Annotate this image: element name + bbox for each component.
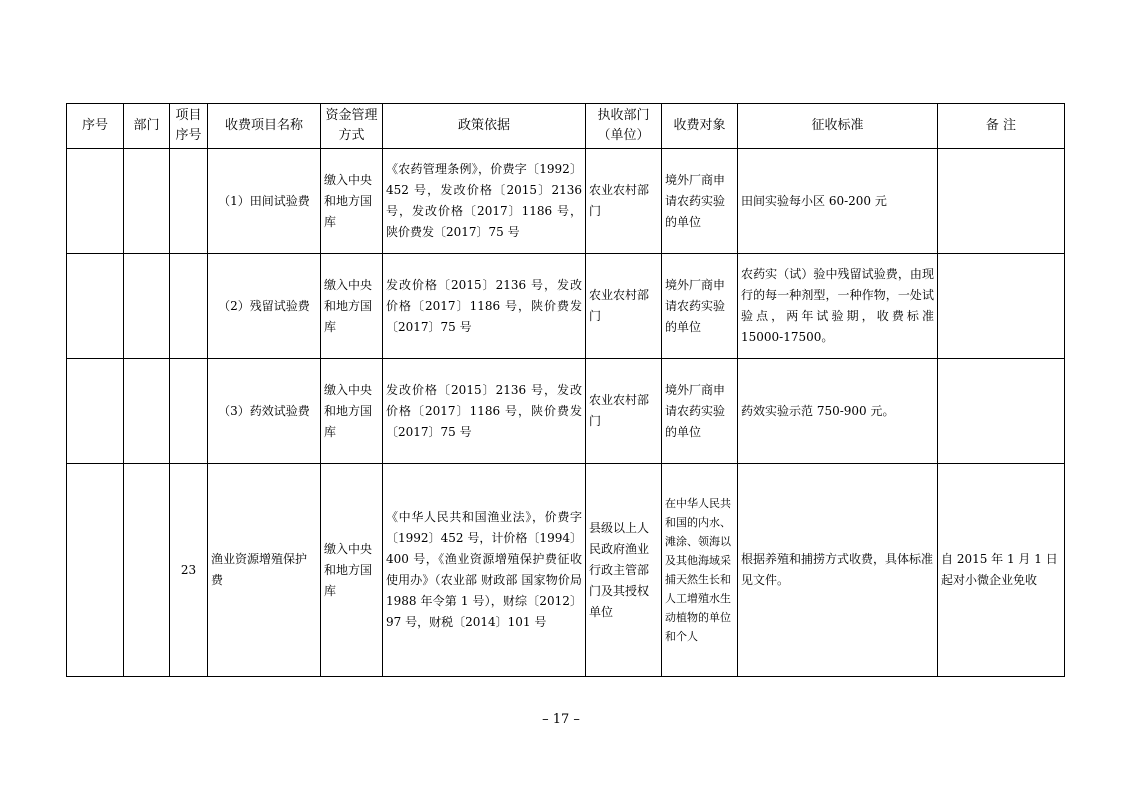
cell-executor: 农业农村部门 (586, 149, 662, 254)
cell-item-no (170, 254, 208, 359)
cell-dept (124, 254, 170, 359)
cell-policy: 发改价格〔2015〕2136 号，发改价格〔2017〕1186 号，陕价费发〔2017〕75 号 (383, 254, 586, 359)
cell-name: 渔业资源增殖保护费 (208, 464, 321, 677)
cell-remarks (938, 149, 1065, 254)
cell-policy: 《农药管理条例》，价费字〔1992〕452 号，发改价格〔2015〕2136 号，发改价格〔2017〕1186 号，陕价费发〔2017〕75 号 (383, 149, 586, 254)
header-executor: 执收部门（单位） (586, 104, 662, 149)
header-standard: 征收标准 (738, 104, 938, 149)
page-number: – 17 – (542, 712, 580, 727)
cell-seq (67, 464, 124, 677)
cell-item-no (170, 149, 208, 254)
cell-seq (67, 149, 124, 254)
header-row (67, 104, 1065, 149)
header-target: 收费对象 (662, 104, 738, 149)
cell-policy: 发改价格〔2015〕2136 号，发改价格〔2017〕1186 号，陕价费发〔2017〕75 号 (383, 359, 586, 464)
cell-name: （2）残留试验费 (208, 254, 321, 359)
cell-name: （3）药效试验费 (208, 359, 321, 464)
cell-fund: 缴入中央和地方国库 (321, 359, 383, 464)
cell-dept (124, 464, 170, 677)
cell-remarks (938, 359, 1065, 464)
cell-name: （1）田间试验费 (208, 149, 321, 254)
cell-seq (67, 359, 124, 464)
cell-executor: 农业农村部门 (586, 254, 662, 359)
cell-dept (124, 359, 170, 464)
cell-standard: 根据养殖和捕捞方式收费，具体标准见文件。 (738, 464, 938, 677)
cell-policy: 《中华人民共和国渔业法》，价费字〔1992〕452 号，计价格〔1994〕400 号，《渔业资源增殖保护费征收使用办》（农业部 财政部 国家物价局 1988 年令第 1 号），财综〔2012〕97 号，财税〔2014〕101 号 (383, 464, 586, 677)
table-row (67, 149, 1065, 254)
header-item-no: 项目序号 (170, 104, 208, 149)
table-row (67, 464, 1065, 677)
header-seq: 序号 (67, 104, 124, 149)
header-remarks: 备 注 (938, 104, 1065, 149)
cell-fund: 缴入中央和地方国库 (321, 254, 383, 359)
cell-standard: 药效实验示范 750-900 元。 (738, 359, 938, 464)
cell-target: 境外厂商申请农药实验的单位 (662, 359, 738, 464)
cell-executor: 县级以上人民政府渔业行政主管部门及其授权单位 (586, 464, 662, 677)
fee-table (66, 103, 1065, 677)
cell-remarks (938, 254, 1065, 359)
cell-seq (67, 254, 124, 359)
cell-dept (124, 149, 170, 254)
header-dept: 部门 (124, 104, 170, 149)
table-row (67, 359, 1065, 464)
cell-target: 境外厂商申请农药实验的单位 (662, 149, 738, 254)
cell-fund: 缴入中央和地方国库 (321, 149, 383, 254)
table-row (67, 254, 1065, 359)
cell-item-no (170, 359, 208, 464)
cell-remarks: 自 2015 年 1 月 1 日起对小微企业免收 (938, 464, 1065, 677)
cell-standard: 田间实验每小区 60-200 元 (738, 149, 938, 254)
header-policy: 政策依据 (383, 104, 586, 149)
cell-item-no: 23 (170, 464, 208, 677)
cell-target: 在中华人民共和国的内水、滩涂、领海以及其他海域采捕天然生长和人工增殖水生动植物的单位和个人 (662, 464, 738, 677)
cell-standard: 农药实（试）验中残留试验费，由现行的每一种剂型，一种作物，一处试验点，两年试验期，收费标准 15000-17500。 (738, 254, 938, 359)
header-fund: 资金管理方式 (321, 104, 383, 149)
cell-executor: 农业农村部门 (586, 359, 662, 464)
cell-target: 境外厂商申请农药实验的单位 (662, 254, 738, 359)
header-name: 收费项目名称 (208, 104, 321, 149)
cell-fund: 缴入中央和地方国库 (321, 464, 383, 677)
